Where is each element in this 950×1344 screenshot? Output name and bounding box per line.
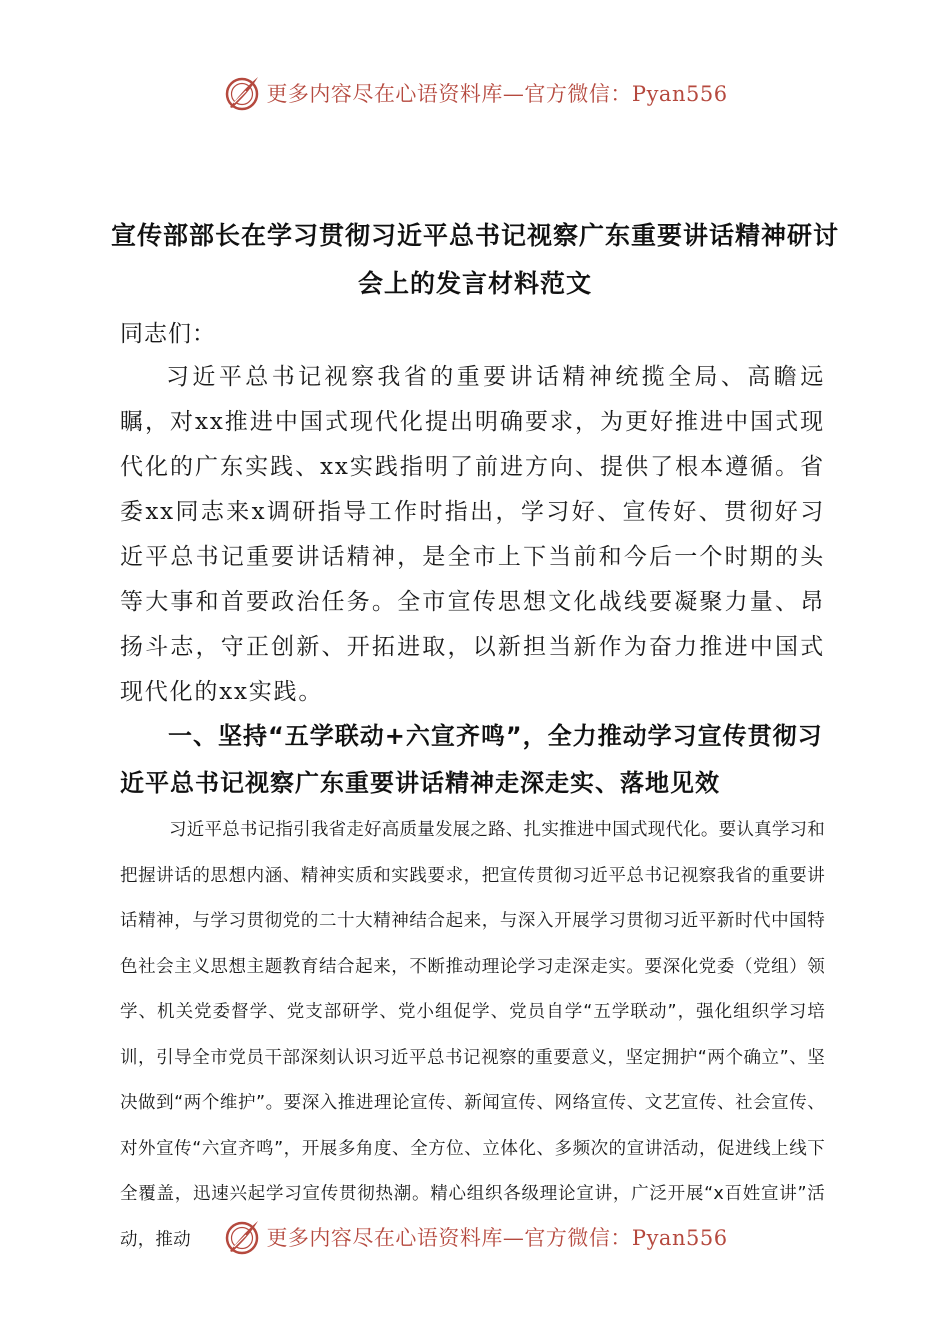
footer-banner-text: 更多内容尽在心语资料库—官方微信：Pyan556 — [266, 1226, 728, 1250]
document-title: 宣传部部长在学习贯彻习近平总书记视察广东重要讲话精神研讨会上的发言材料范文 — [110, 221, 839, 298]
footer-banner — [0, 1212, 950, 1262]
header-banner-text: 更多内容尽在心语资料库—官方微信：Pyan556 — [266, 82, 728, 106]
intro-paragraph: 习近平总书记视察我省的重要讲话精神统揽全局、高瞻远瞩，对xx推进中国式现代化提出明确要求，为更好推进中国式现代化的广东实践、xx实践指明了前进方向、提供了根本遵循。省委xx同志来x调研指导工作时指出，学习好、宣传好、贯彻好习近平总书记重要讲话精神，是全市上下当前和今后一个时期的头等大事和首要政治任务。全市宣传思想文化战线要凝聚力量、昂扬斗志，守正创新、开拓进取，以新担当新作为奋力推进中国式现代化的xx实践。 — [120, 364, 825, 705]
section-1-paragraph: 习近平总书记指引我省走好高质量发展之路、扎实推进中国式现代化。要认真学习和把握讲话的思想内涵、精神实质和实践要求，把宣传贯彻习近平总书记视察我省的重要讲话精神，与学习贯彻党的二十大精神结合起来，与深入开展学习贯彻习近平新时代中国特色社会主义思想主题教育结合起来，不断推动理论学习走深走实。要深化党委（党组）领学、机关党委督学、党支部研学、党小组促学、党员自学“五学联动”，强化组织学习培训，引导全市党员干部深刻认识习近平总书记视察的重要意义，坚定拥护“两个确立”、坚决做到“两个维护”。要深入推进理论宣传、新闻宣传、网络宣传、文艺宣传、社会宣传、对外宣传“六宣齐鸣”，开展多角度、全方位、立体化、多频次的宣讲活动，促进线上线下全覆盖，迅速兴起学习宣传贯彻热潮。精心组织各级理论宣讲，广泛开展“x百姓宣讲”活动，推动 — [120, 820, 825, 1250]
quill-logo-icon — [222, 1217, 262, 1257]
section-heading-1: 一、坚持“五学联动+六宣齐鸣”，全力推动学习宣传贯彻习近平总书记视察广东重要讲话精神走深走实、落地见效 — [120, 722, 823, 797]
quill-logo-icon — [222, 73, 262, 113]
header-banner — [0, 68, 950, 118]
salutation: 同志们： — [120, 321, 216, 347]
